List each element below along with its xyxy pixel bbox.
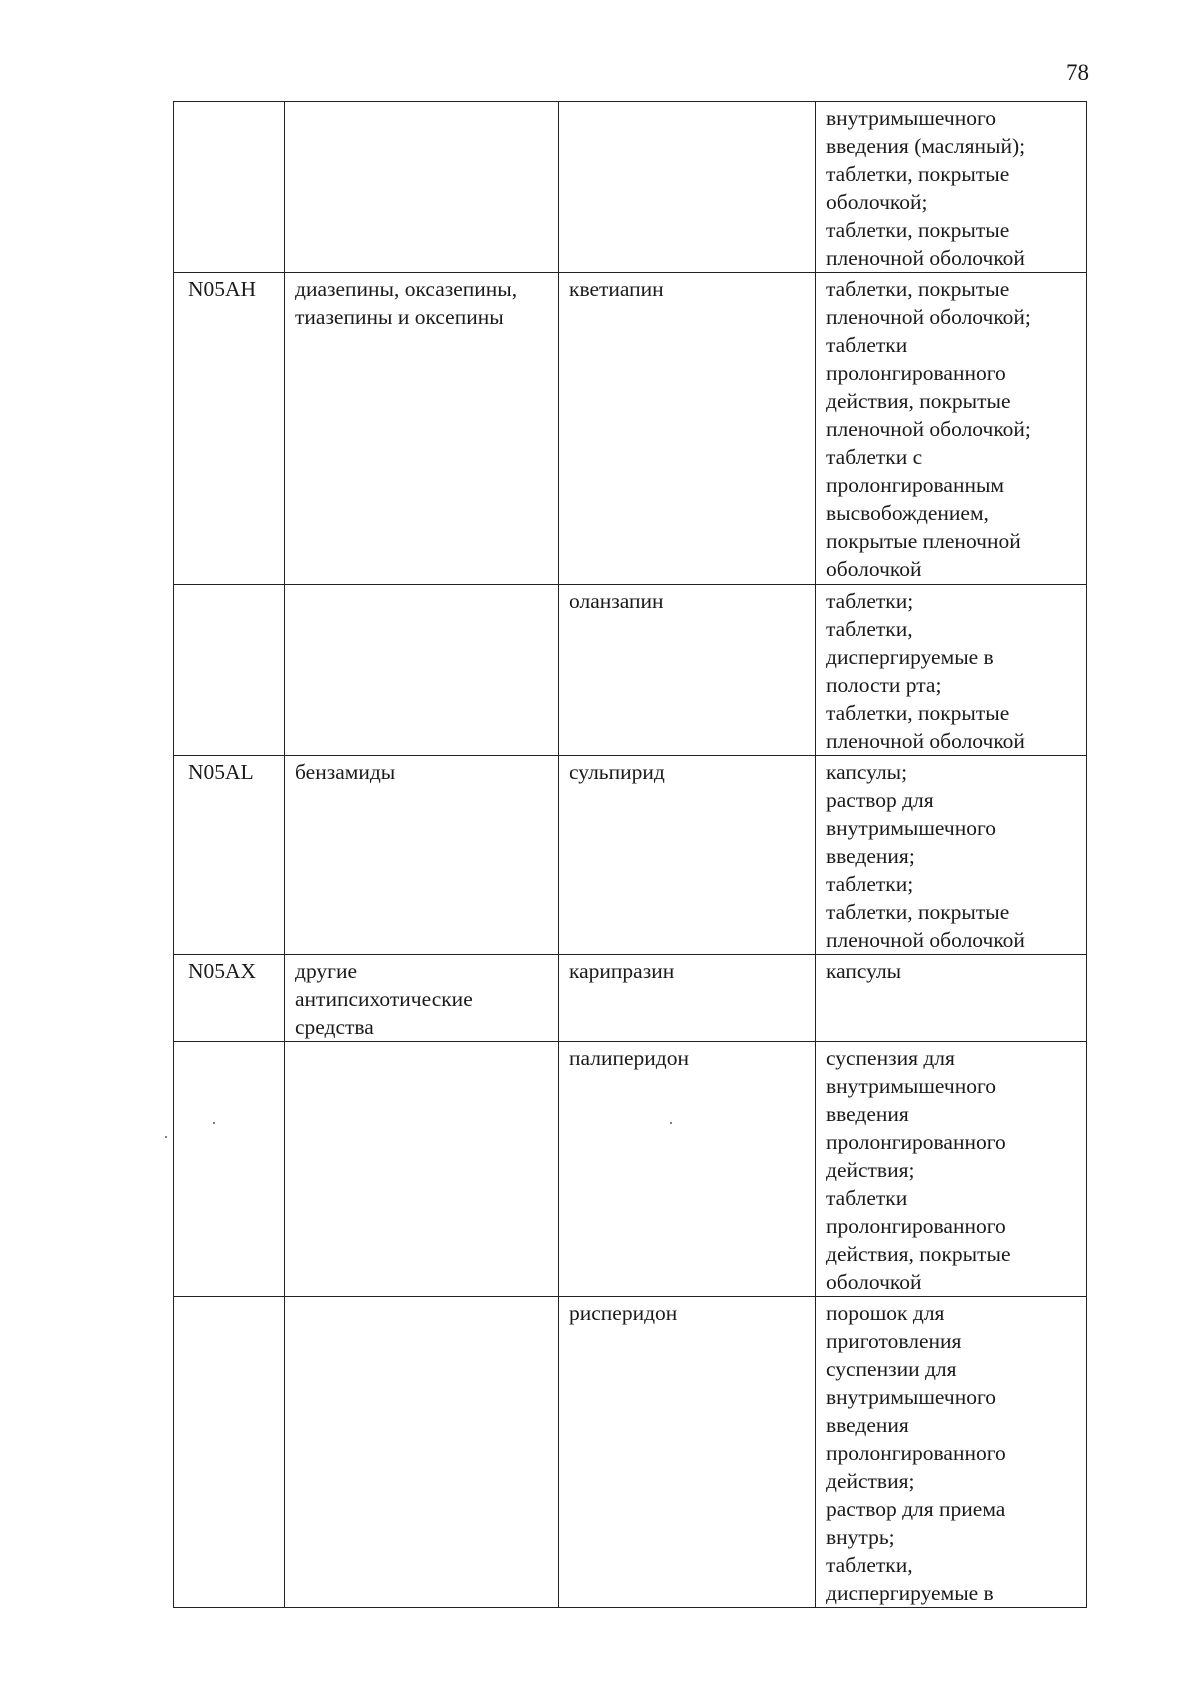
- dosage-forms-cell: таблетки; таблетки, диспергируемые в полости рта; таблетки, покрытые пленочной оболочкой: [816, 585, 1087, 756]
- atc-code-cell: [174, 1297, 285, 1608]
- drug-name-cell: палиперидон: [559, 1042, 816, 1297]
- dosage-forms-cell: порошок для приготовления суспензии для внутримышечного введения пролонгированного действия; раствор для приема внутрь; таблетки, диспергируемые в: [816, 1297, 1087, 1608]
- atc-code-cell: N05AL: [174, 756, 285, 955]
- pharmacological-group-cell: [285, 102, 559, 273]
- pharmacological-group-cell: [285, 1297, 559, 1608]
- drug-name-cell: рисперидон: [559, 1297, 816, 1608]
- drug-name-cell: оланзапин: [559, 585, 816, 756]
- atc-code-cell: [174, 585, 285, 756]
- dosage-forms-cell: капсулы: [816, 955, 1087, 1042]
- atc-code-cell: N05AX: [174, 955, 285, 1042]
- table-row: [174, 1042, 1087, 1297]
- table-row: [174, 585, 1087, 756]
- dosage-forms-cell: внутримышечного введения (масляный); таблетки, покрытые оболочкой; таблетки, покрытые пленочной оболочкой: [816, 102, 1087, 273]
- drug-name-cell: [559, 102, 816, 273]
- table-row: [174, 102, 1087, 273]
- scan-speck: [165, 1136, 167, 1138]
- atc-code-cell: N05AH: [174, 273, 285, 585]
- drug-name-cell: кветиапин: [559, 273, 816, 585]
- pharmacological-group-cell: [285, 585, 559, 756]
- dosage-forms-cell: капсулы; раствор для внутримышечного введения; таблетки; таблетки, покрытые пленочной оболочкой: [816, 756, 1087, 955]
- pharmacological-group-cell: [285, 1042, 559, 1297]
- drug-name-cell: сульпирид: [559, 756, 816, 955]
- table-row: [174, 273, 1087, 585]
- page-number: 78: [1066, 60, 1089, 85]
- atc-code-cell: [174, 1042, 285, 1297]
- atc-code-cell: [174, 102, 285, 273]
- medication-table: [173, 101, 1087, 1608]
- pharmacological-group-cell: диазепины, оксазепины, тиазепины и оксепины: [285, 273, 559, 585]
- scan-speck: [670, 1122, 672, 1124]
- dosage-forms-cell: таблетки, покрытые пленочной оболочкой; таблетки пролонгированного действия, покрытые пленочной оболочкой; таблетки с пролонгированным высвобождением, покрытые пленочной оболочкой: [816, 273, 1087, 585]
- drug-name-cell: карипразин: [559, 955, 816, 1042]
- dosage-forms-cell: суспензия для внутримышечного введения пролонгированного действия; таблетки пролонгированного действия, покрытые оболочкой: [816, 1042, 1087, 1297]
- table-row: [174, 955, 1087, 1042]
- pharmacological-group-cell: бензамиды: [285, 756, 559, 955]
- pharmacological-group-cell: другие антипсихотические средства: [285, 955, 559, 1042]
- table-row: [174, 756, 1087, 955]
- table-row: [174, 1297, 1087, 1608]
- scan-speck: [213, 1122, 215, 1124]
